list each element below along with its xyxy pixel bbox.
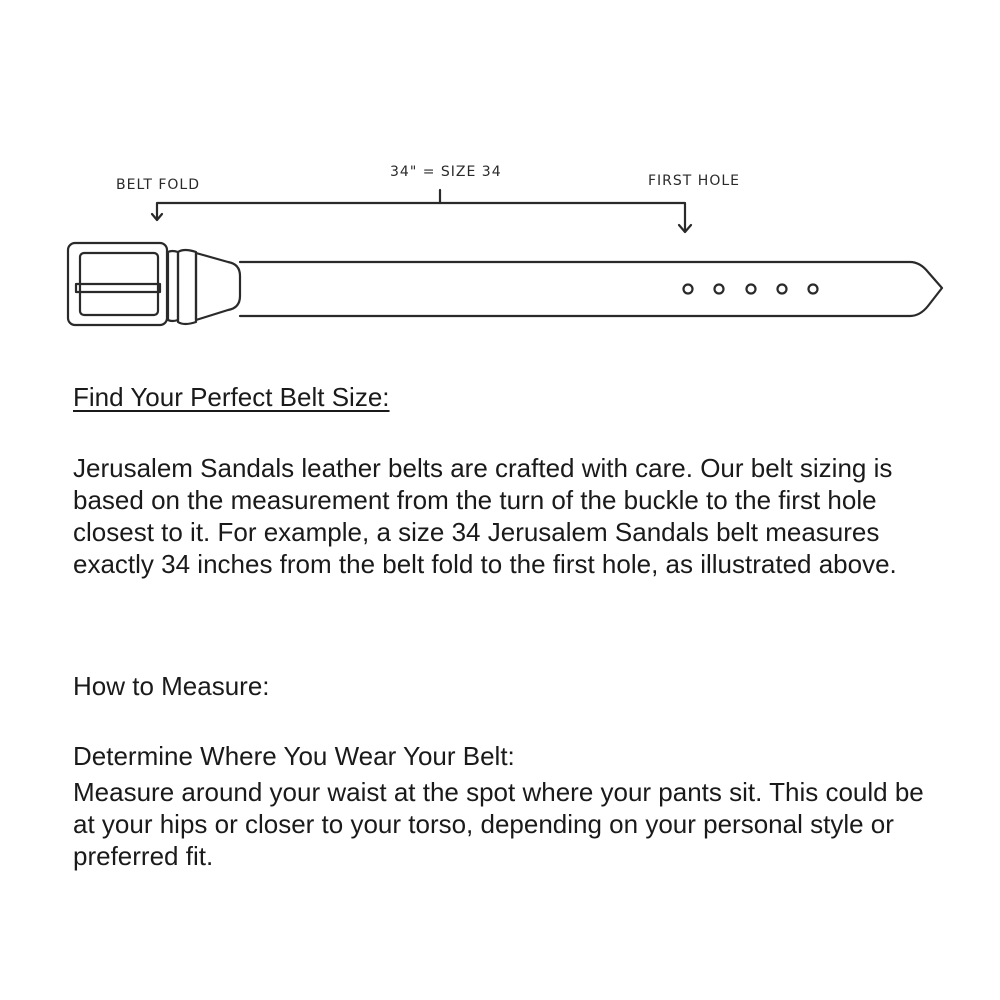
belt-strap <box>240 262 942 316</box>
size-label: 34" = SIZE 34 <box>390 164 502 180</box>
size-guide-intro: Jerusalem Sandals leather belts are crafted with care. Our belt sizing is based on the measurement from the turn of the buckle to the first hole closest to it. For example, a size 34 Jerusalem Sandals belt measures exactly 34 inches from the belt fold to the first hole, as illustrated above. <box>73 453 897 579</box>
belt-hole-1 <box>684 285 693 294</box>
belt-hole-5 <box>809 285 818 294</box>
belt-hole-4 <box>778 285 787 294</box>
first-hole-label: FIRST HOLE <box>648 173 740 189</box>
step-heading: Determine Where You Wear Your Belt: <box>73 741 515 771</box>
belt-hole-2 <box>715 285 724 294</box>
how-to-measure-heading: How to Measure: <box>73 671 270 701</box>
belt-keeper-loops <box>168 250 240 324</box>
belt-buckle <box>68 243 167 325</box>
belt-diagram <box>0 0 1000 360</box>
belt-fold-label: BELT FOLD <box>116 177 200 193</box>
size-guide-heading: Find Your Perfect Belt Size: <box>73 382 390 412</box>
belt-hole-3 <box>747 285 756 294</box>
belt-holes <box>684 285 818 294</box>
step-text: Measure around your waist at the spot where your pants sit. This could be at your hips or closer to your torso, depending on your personal style or preferred fit. <box>73 777 924 871</box>
measurement-bracket <box>152 190 691 232</box>
